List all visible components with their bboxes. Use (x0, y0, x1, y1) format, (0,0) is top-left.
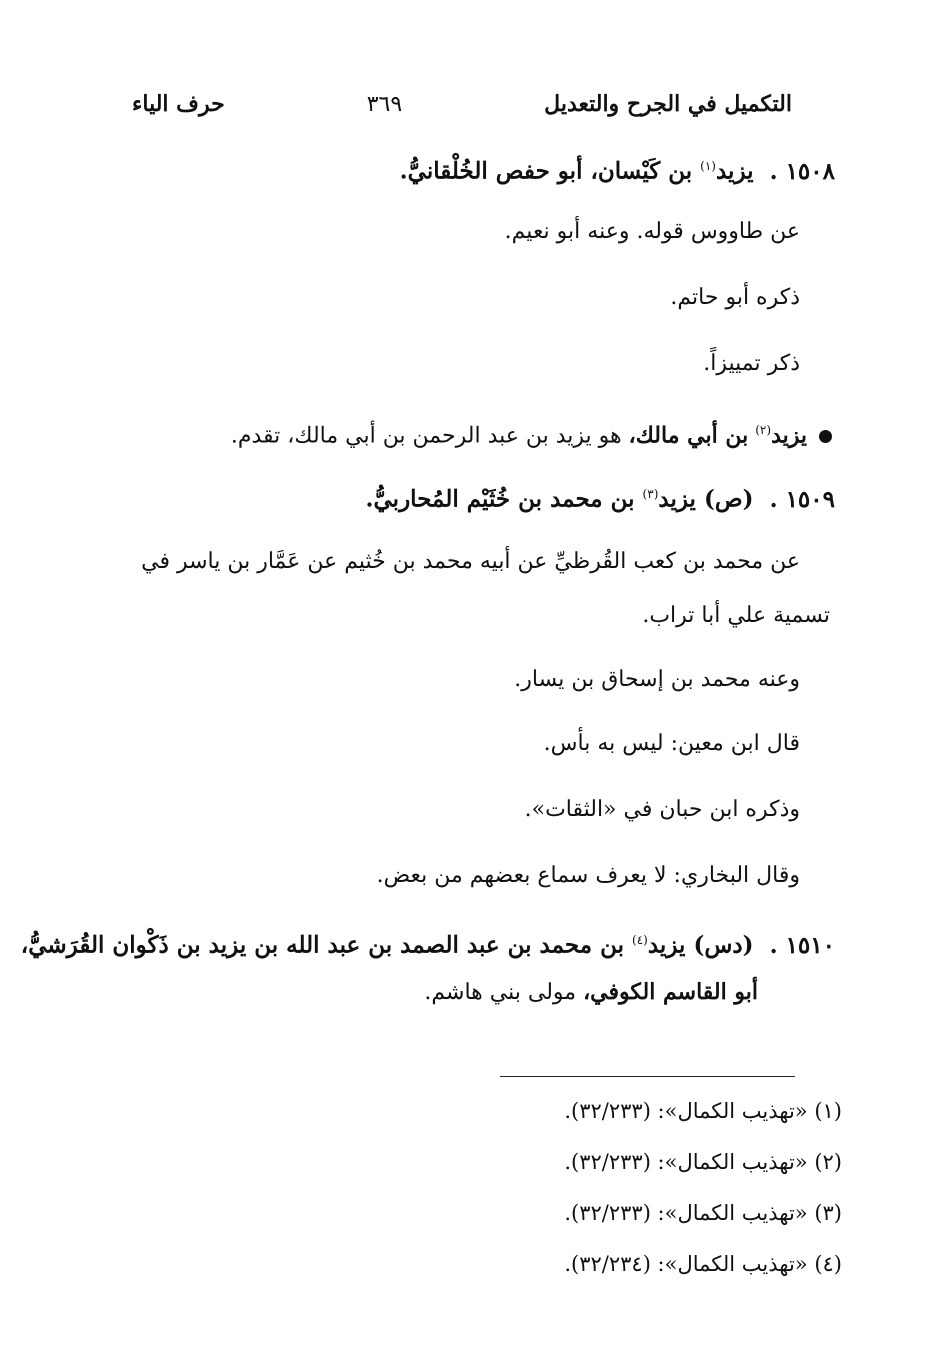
source-code: (دس) (693, 931, 754, 959)
entry-1509-line-1: عن محمد بن كعب القُرظيِّ عن أبيه محمد بن خُثيم عن عَمَّار بن ياسر في (141, 549, 800, 574)
entry-1509-line-5: وقال البخاري: لا يعرف سماع بعضهم من بعض. (376, 863, 800, 888)
entry-1508-line-3: ذكر تمييزاً. (703, 351, 800, 376)
chapter-title: حرف الياء (132, 91, 225, 117)
entry-number: ١٥٠٩ . (769, 485, 835, 513)
page-number: ٣٦٩ (366, 91, 403, 117)
entry-1509-line-3: قال ابن معين: ليس به بأس. (543, 731, 800, 756)
entry-line-text: مولى بني هاشم. (424, 980, 577, 1005)
cross-reference-text: هو يزيد بن عبد الرحمن بن أبي مالك، تقدم. (230, 423, 622, 449)
entry-1509-line-4: وذكره ابن حبان في «الثقات». (524, 797, 800, 822)
footnote-ref: (٤) (632, 933, 648, 947)
entry-number: ١٥٠٨ . (769, 157, 835, 185)
footnote-ref: (٢) (755, 423, 772, 437)
entry-name: يزيد (658, 485, 696, 513)
running-header (132, 84, 792, 124)
cross-reference-entry (231, 410, 832, 456)
entry-name: يزيد (715, 157, 754, 185)
footnote-2: (٢) «تهذيب الكمال»: (٣٢/٢٣٣). (564, 1150, 842, 1174)
entry-1509-line-1-cont: تسمية علي أبا تراب. (642, 603, 830, 628)
entry-name-rest: بن أبي مالك، (628, 422, 749, 449)
entry-1510-heading (21, 920, 835, 966)
entry-1508-line-1: عن طاووس قوله. وعنه أبو نعيم. (504, 219, 800, 244)
kunya: أبو القاسم الكوفي، (583, 979, 758, 1005)
footnote-ref: (٣) (642, 487, 659, 501)
bullet-icon (819, 430, 832, 443)
entry-name-rest: بن كَيْسان، أبو حفص الخُلْقانيُّ. (399, 157, 693, 185)
footnote-3: (٣) «تهذيب الكمال»: (٣٢/٢٣٣). (564, 1201, 842, 1225)
entry-1509-heading (366, 474, 836, 520)
footnote-divider (500, 1076, 795, 1077)
entry-1508-heading (400, 146, 835, 192)
entry-1510-line-2 (424, 972, 758, 1013)
entry-number: ١٥١٠ . (769, 931, 835, 959)
footnote-4: (٤) «تهذيب الكمال»: (٣٢/٢٣٤). (564, 1252, 842, 1276)
entry-name-rest: بن محمد بن عبد الصمد بن عبد الله بن يزيد بن ذَكْوان القُرَشيُّ، (20, 931, 625, 959)
entry-1508-line-2: ذكره أبو حاتم. (670, 285, 800, 310)
entry-name: يزيد (647, 931, 686, 959)
entry-1509-line-2: وعنه محمد بن إسحاق بن يسار. (514, 667, 800, 692)
entry-name: يزيد (771, 422, 807, 449)
book-title: التكميل في الجرح والتعديل (544, 91, 792, 117)
entry-name-rest: بن محمد بن خُثَيْم المُحاربيُّ. (365, 485, 635, 513)
source-code: (ص) (703, 485, 754, 513)
footnote-1: (١) «تهذيب الكمال»: (٣٢/٢٣٣). (564, 1099, 842, 1123)
footnote-ref: (١) (700, 159, 716, 173)
